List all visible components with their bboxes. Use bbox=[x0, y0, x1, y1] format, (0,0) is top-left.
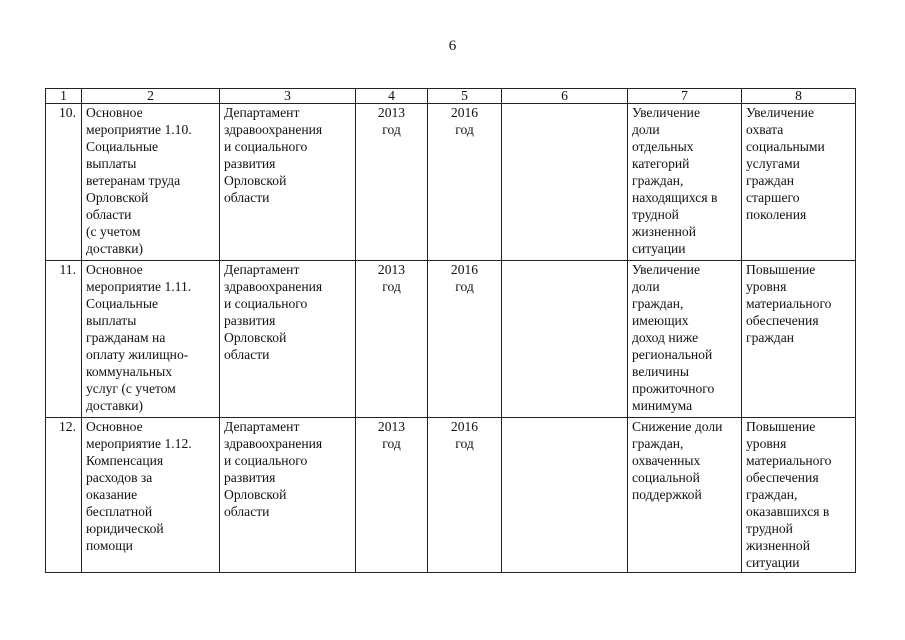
result-cell: Увеличение доли отдельных категорий граждан, находящихся в трудной жизненной ситуации bbox=[628, 104, 742, 261]
page-number: 6 bbox=[448, 38, 457, 54]
start-year-cell: 2013 год bbox=[356, 104, 428, 261]
col6-cell bbox=[502, 261, 628, 418]
effect-cell: Повышение уровня материального обеспечения граждан bbox=[742, 261, 856, 418]
end-year-cell: 2016 год bbox=[428, 418, 502, 573]
row-number: 10. bbox=[46, 104, 82, 261]
measure-cell: Основное мероприятие 1.12. Компенсация расходов за оказание бесплатной юридической помощи bbox=[82, 418, 220, 573]
header-col-6: 6 bbox=[502, 89, 628, 104]
measure-cell: Основное мероприятие 1.10. Социальные выплаты ветеранам труда Орловской области (с учетом доставки) bbox=[82, 104, 220, 261]
result-cell: Снижение доли граждан, охваченных социальной поддержкой bbox=[628, 418, 742, 573]
start-year-cell: 2013 год bbox=[356, 418, 428, 573]
header-row bbox=[46, 89, 856, 104]
effect-cell: Повышение уровня материального обеспечения граждан, оказавшихся в трудной жизненной ситуации bbox=[742, 418, 856, 573]
header-col-2: 2 bbox=[82, 89, 220, 104]
table-row bbox=[46, 261, 856, 418]
program-measures-table bbox=[45, 88, 856, 573]
header-col-3: 3 bbox=[220, 89, 356, 104]
header-col-5: 5 bbox=[428, 89, 502, 104]
row-number: 11. bbox=[46, 261, 82, 418]
row-number: 12. bbox=[46, 418, 82, 573]
header-col-4: 4 bbox=[356, 89, 428, 104]
result-cell: Увеличение доли граждан, имеющих доход ниже региональной величины прожиточного минимума bbox=[628, 261, 742, 418]
executor-cell: Департамент здравоохранения и социального развития Орловской области bbox=[220, 418, 356, 573]
end-year-cell: 2016 год bbox=[428, 104, 502, 261]
start-year-cell: 2013 год bbox=[356, 261, 428, 418]
header-col-7: 7 bbox=[628, 89, 742, 104]
table-row bbox=[46, 418, 856, 573]
col6-cell bbox=[502, 418, 628, 573]
header-col-8: 8 bbox=[742, 89, 856, 104]
table-row bbox=[46, 104, 856, 261]
end-year-cell: 2016 год bbox=[428, 261, 502, 418]
executor-cell: Департамент здравоохранения и социального развития Орловской области bbox=[220, 104, 356, 261]
effect-cell: Увеличение охвата социальными услугами граждан старшего поколения bbox=[742, 104, 856, 261]
executor-cell: Департамент здравоохранения и социального развития Орловской области bbox=[220, 261, 356, 418]
col6-cell bbox=[502, 104, 628, 261]
measure-cell: Основное мероприятие 1.11. Социальные выплаты гражданам на оплату жилищно- коммунальных услуг (с учетом доставки) bbox=[82, 261, 220, 418]
header-col-1: 1 bbox=[46, 89, 82, 104]
